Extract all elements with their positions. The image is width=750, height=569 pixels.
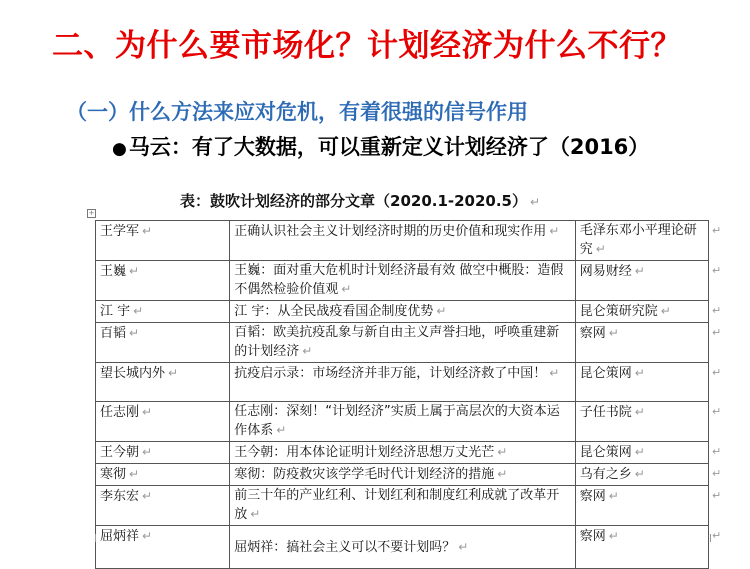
source-cell: 昆仑策网 ↵	[575, 363, 708, 402]
source-cell: 察网 ↵	[575, 486, 708, 526]
row-end-mark-icon: ↵	[712, 264, 722, 277]
return-mark-icon: ↵	[608, 326, 619, 340]
return-mark-icon: ↵	[129, 326, 140, 340]
table-row	[96, 301, 709, 323]
author-cell: 王今朝 ↵	[96, 442, 230, 464]
source-cell: 子任书院 ↵	[575, 402, 708, 442]
return-mark-icon: ↵	[660, 304, 671, 318]
table-row	[96, 402, 709, 442]
table-row	[96, 363, 709, 402]
row-end-mark-icon: ↵	[712, 467, 722, 480]
article-cell: 百韬：欧美抗疫乱象与新自由主义声誉扫地，呼唤重建新的计划经济 ↵	[230, 323, 575, 363]
row-end-mark-icon: ↵	[712, 224, 722, 237]
return-mark-icon: ↵	[530, 195, 541, 209]
row-end-mark-icon: ↵	[712, 489, 722, 502]
return-mark-icon: ↵	[142, 405, 153, 419]
slide-subtitle: （一）什么方法来应对危机，有着很强的信号作用	[66, 100, 528, 124]
table-edge-marks	[95, 534, 711, 542]
table-title-text: 表：鼓吹计划经济的部分文章（2020.1-2020.5）	[180, 192, 527, 210]
return-mark-icon: ↵	[129, 264, 140, 278]
return-mark-icon: ↵	[608, 489, 619, 503]
row-end-mark-icon: ↵	[712, 405, 722, 418]
return-mark-icon: ↵	[497, 467, 508, 481]
article-cell: 任志刚：深刻！“计划经济”实质上属于高层次的大资本运作体系 ↵	[230, 402, 575, 442]
return-mark-icon: ↵	[142, 224, 153, 238]
table-title	[180, 190, 640, 211]
return-mark-icon: ↵	[129, 467, 140, 481]
row-end-mark-icon: ↵	[712, 529, 722, 542]
table-row	[96, 486, 709, 526]
table-row	[96, 442, 709, 464]
source-cell: 毛泽东邓小平理论研究 ↵	[575, 221, 708, 261]
return-mark-icon: ↵	[634, 366, 645, 380]
author-cell: 百韬 ↵	[96, 323, 230, 363]
row-end-mark-icon: ↵	[712, 326, 722, 339]
article-cell: 王巍：面对重大危机时计划经济最有效 做空中概股：造假不偶然检验价值观 ↵	[230, 261, 575, 301]
return-mark-icon: ↵	[142, 445, 153, 459]
article-cell: 前三十年的产业红利、计划红利和制度红利成就了改革开放 ↵	[230, 486, 575, 526]
author-cell: 王学军 ↵	[96, 221, 230, 261]
slide-title: 二、为什么要市场化？计划经济为什么不行？	[52, 28, 682, 64]
return-mark-icon: ↵	[608, 529, 619, 543]
author-cell: 任志刚 ↵	[96, 402, 230, 442]
article-cell: 正确认识社会主义计划经济时期的历史价值和现实作用 ↵	[230, 221, 575, 261]
author-cell: 寒彻 ↵	[96, 464, 230, 486]
author-cell: 望长城内外 ↵	[96, 363, 230, 402]
table-anchor-icon: +	[88, 209, 95, 217]
article-cell: 屈炳祥：搞社会主义可以不要计划吗？ ↵	[230, 526, 575, 569]
author-cell: 屈炳祥 ↵	[96, 526, 230, 569]
author-cell: 李东宏 ↵	[96, 486, 230, 526]
table-row	[96, 526, 709, 569]
return-mark-icon: ↵	[634, 264, 645, 278]
table-row	[96, 221, 709, 261]
source-cell: 察网 ↵	[575, 526, 708, 569]
return-mark-icon: ↵	[634, 445, 645, 459]
return-mark-icon: ↵	[133, 304, 144, 318]
author-cell: 王巍 ↵	[96, 261, 230, 301]
article-cell: 抗疫启示录：市场经济并非万能，计划经济救了中国！ ↵	[230, 363, 575, 402]
source-cell: 昆仑策网 ↵	[575, 442, 708, 464]
row-end-mark-icon: ↵	[712, 445, 722, 458]
return-mark-icon: ↵	[341, 282, 352, 296]
bullet-point	[112, 131, 649, 161]
article-cell: 王今朝：用本体论证明计划经济思想万丈光芒 ↵	[230, 442, 575, 464]
source-cell: 察网 ↵	[575, 323, 708, 363]
return-mark-icon: ↵	[436, 304, 447, 318]
return-mark-icon: ↵	[549, 224, 560, 238]
source-cell: 昆仑策研究院 ↵	[575, 301, 708, 323]
row-end-mark-icon: ↵	[712, 366, 722, 379]
bullet-marker: ●	[112, 139, 127, 159]
return-mark-icon: ↵	[142, 529, 153, 543]
bullet-text: 马云：有了大数据，可以重新定义计划经济了（2016）	[128, 135, 650, 159]
table-row	[96, 464, 709, 486]
return-mark-icon: ↵	[302, 344, 313, 358]
return-mark-icon: ↵	[168, 366, 179, 380]
table-row	[96, 323, 709, 363]
return-mark-icon: ↵	[142, 489, 153, 503]
return-mark-icon: ↵	[250, 507, 261, 521]
row-end-mark-icon: ↵	[712, 304, 722, 317]
return-mark-icon: ↵	[595, 242, 606, 256]
article-cell: 江 宇：从全民战疫看国企制度优势 ↵	[230, 301, 575, 323]
source-cell: 乌有之乡 ↵	[575, 464, 708, 486]
articles-table	[95, 220, 709, 569]
return-mark-icon: ↵	[549, 366, 560, 380]
return-mark-icon: ↵	[458, 539, 469, 554]
author-cell: 江 宇 ↵	[96, 301, 230, 323]
article-cell: 寒彻：防疫救灾该学学毛时代计划经济的措施 ↵	[230, 464, 575, 486]
source-cell: 网易财经 ↵	[575, 261, 708, 301]
return-mark-icon: ↵	[276, 423, 287, 437]
table-row	[96, 261, 709, 301]
return-mark-icon: ↵	[497, 445, 508, 459]
return-mark-icon: ↵	[634, 467, 645, 481]
return-mark-icon: ↵	[634, 405, 645, 419]
